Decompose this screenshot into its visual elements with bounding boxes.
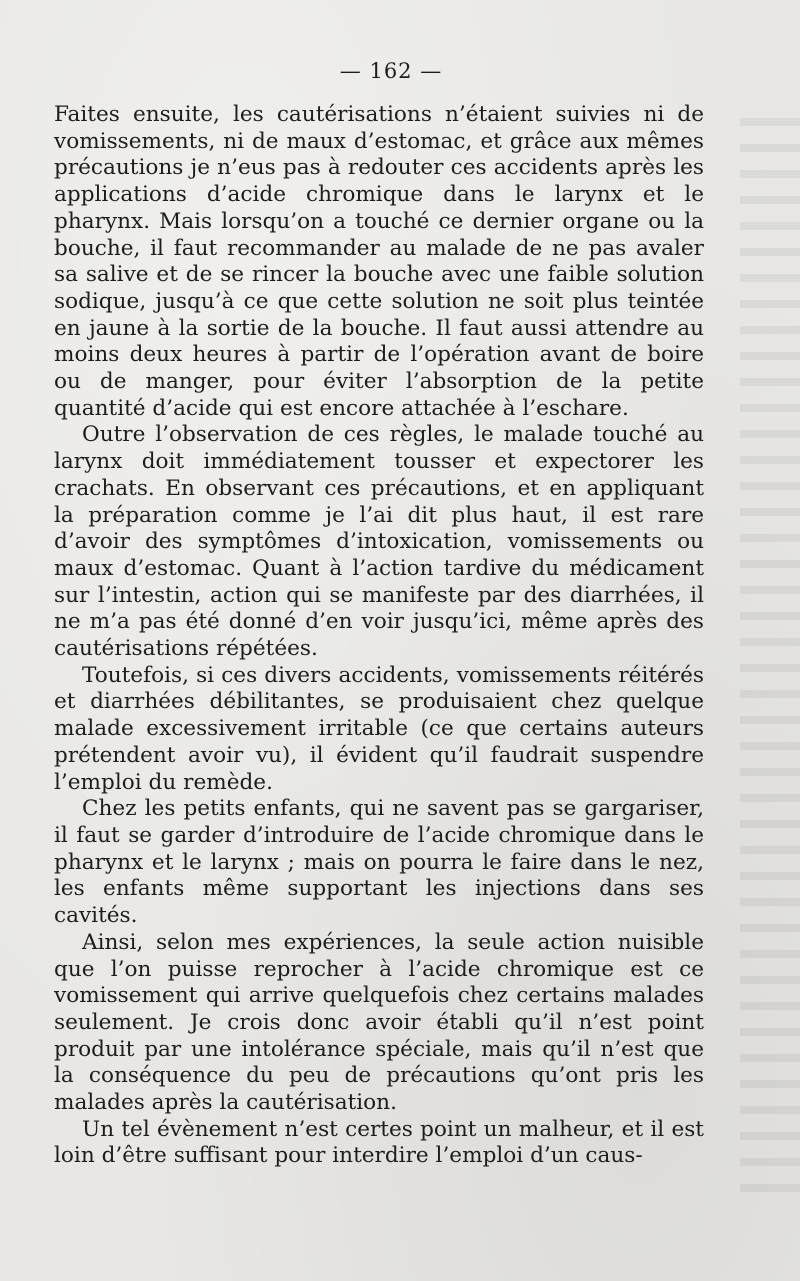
paragraph: Faites ensuite, les cautérisations n’étaient suivies ni de vomissements, ni de maux d’estomac, et grâce aux mêmes précautions je n’eus pas à redouter ces accidents après les applications d’acide chromique dans le larynx et le pharynx. Mais lorsqu’on a touché ce dernier organe ou la bouche, il faut recommander au malade de ne pas avaler sa salive et de se rincer la bouche avec une faible solution sodique, jusqu’à ce que cette solution ne soit plus teintée en jaune à la sortie de la bouche. Il faut aussi attendre au moins deux heures à partir de l’opération avant de boire ou de manger, pour éviter l’absorption de la petite quantité d’acide qui est encore attachée à l’eschare.: [54, 102, 704, 421]
paragraph: Outre l’observation de ces règles, le malade touché au larynx doit immédiatement tousser et expectorer les crachats. En observant ces précautions, et en appliquant la préparation comme je l’ai dit plus haut, il est rare d’avoir des symptômes d’intoxication, vomissements ou maux d’estomac. Quant à l’action tardive du médicament sur l’intestin, action qui se manifeste par des diarrhées, il ne m’a pas été donné d’en voir jusqu’ici, même après des cautérisations répétées.: [54, 422, 704, 662]
paragraph: Toutefois, si ces divers accidents, vomissements réitérés et diarrhées débilitantes, se produisaient chez quelque malade excessivement irritable (ce que certains auteurs prétendent avoir vu), il évident qu’il faudrait suspendre l’emploi du remède.: [54, 662, 704, 795]
paragraph: Un tel évènement n’est certes point un malheur, et il est loin d’être suffisant pour interdire l’emploi d’un caus-: [54, 1116, 704, 1169]
paragraph: Ainsi, selon mes expériences, la seule action nuisible que l’on puisse reprocher à l’acide chromique est ce vomissement qui arrive quelquefois chez certains malades seulement. Je crois donc avoir établi qu’il n’est point produit par une intolérance spéciale, mais qu’il n’est que la conséquence du peu de précautions qu’ont pris les malades après la cautérisation.: [54, 929, 704, 1116]
facing-page-show-through: [740, 100, 800, 1200]
page-number: — 162 —: [339, 59, 443, 83]
body-text: [54, 102, 704, 1170]
paragraph: Chez les petits enfants, qui ne savent pas se gargariser, il faut se garder d’introduire de l’acide chromique dans le pharynx et le larynx ; mais on pourra le faire dans le nez, les enfants même supportant les injections dans ses cavités.: [54, 796, 704, 929]
